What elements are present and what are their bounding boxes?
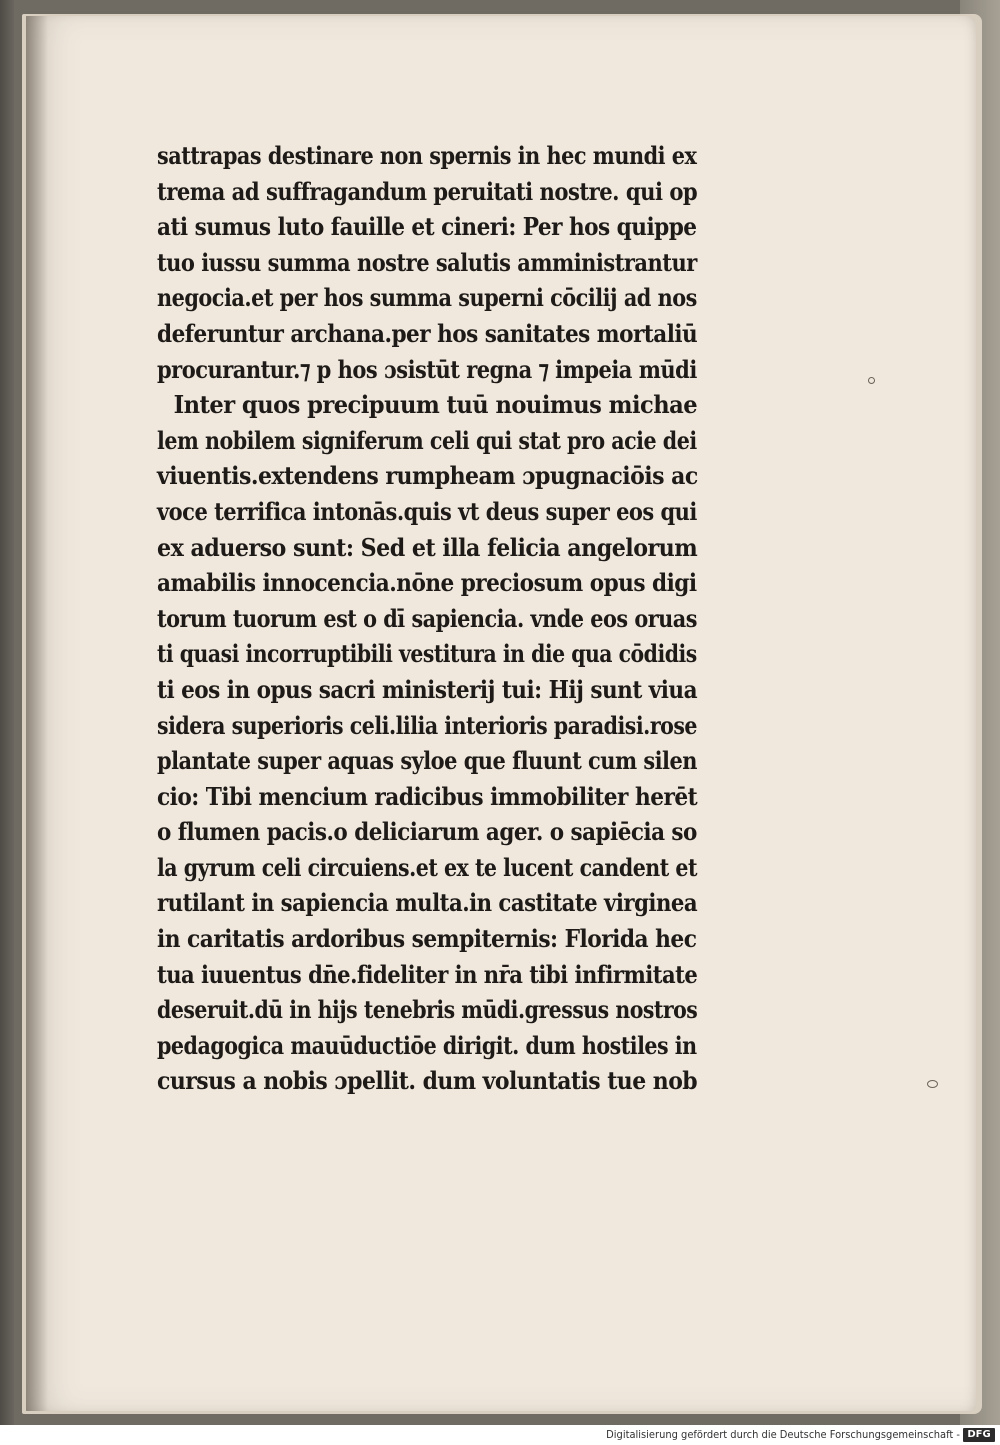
text-line: voce terrifica intonās.quis vt deus super eos qui	[157, 496, 697, 526]
text-line: plantate super aquas syloe que fluunt cum silen	[157, 746, 697, 776]
text-line: Inter quos precipuum tuū nouimus michae	[173, 390, 698, 420]
page-gutter-shadow	[26, 16, 48, 1411]
text-line: cio: Tibi mencium radicibus immobiliter herēt	[157, 781, 698, 811]
text-line: deferuntur archana.per hos sanitates mortaliū	[157, 318, 698, 348]
text-line: ati sumus luto fauille et cineri: Per hos quippe	[157, 212, 697, 242]
text-line: sattrapas destinare non spernis in hec mundi ex	[157, 141, 697, 170]
text-line: ex aduerso sunt: Sed et illa felicia angelorum	[157, 532, 698, 562]
paper-speck	[868, 377, 875, 384]
text-line: o flumen pacis.o deliciarum ager. o sapiēcia so	[157, 817, 697, 847]
text-line: pedagogica mauūductiōe dirigit. dum hostiles in	[157, 1030, 697, 1060]
text-line: procurantur.⁊ p hos ɔsistūt regna ⁊ impeia mūdi	[157, 354, 697, 384]
text-line: rutilant in sapiencia multa.in castitate virginea	[157, 888, 698, 918]
dfg-logo: DFG	[963, 1428, 995, 1442]
text-line: tua iuuentus dn̄e.fideliter in nr̄a tibi infirmitate	[157, 959, 698, 989]
text-line: ti quasi incorruptibili vestitura in die qua cōdidis	[157, 639, 697, 669]
text-line: viuentis.extendens rumpheam ɔpugnaciōis ac	[157, 461, 698, 491]
text-line: amabilis innocencia.nōne preciosum opus digi	[157, 568, 697, 598]
text-line: sidera superioris celi.lilia interioris paradisi.rose	[157, 710, 698, 740]
funding-credit: Digitalisierung gefördert durch die Deutsche Forschungsgemeinschaft -	[606, 1428, 960, 1441]
text-line: tuo iussu summa nostre salutis amministrantur	[157, 247, 697, 277]
text-line: negocia.et per hos summa superni cōcilij ad nos	[157, 283, 697, 313]
text-line: ti eos in opus sacri ministerij tui: Hij sunt viua	[157, 674, 698, 704]
text-line: cursus a nobis ɔpellit. dum voluntatis tue nob	[157, 1066, 698, 1096]
text-line: trema ad suffragandum peruitati nostre. qui op	[157, 176, 698, 206]
text-line: deseruit.dū in hijs tenebris mūdi.gressus nostros	[157, 995, 698, 1025]
paper-speck	[927, 1080, 938, 1088]
text-line: la gyrum celi circuiens.et ex te lucent candent et	[157, 852, 697, 882]
text-line: torum tuorum est o dī sapiencia. vnde eos oruas	[157, 603, 698, 633]
text-line: in caritatis ardoribus sempiternis: Florida hec	[157, 924, 697, 954]
binding-edge	[0, 0, 14, 1425]
text-column	[157, 138, 697, 1099]
text-line: lem nobilem signiferum celi qui stat pro acie dei	[157, 425, 697, 455]
